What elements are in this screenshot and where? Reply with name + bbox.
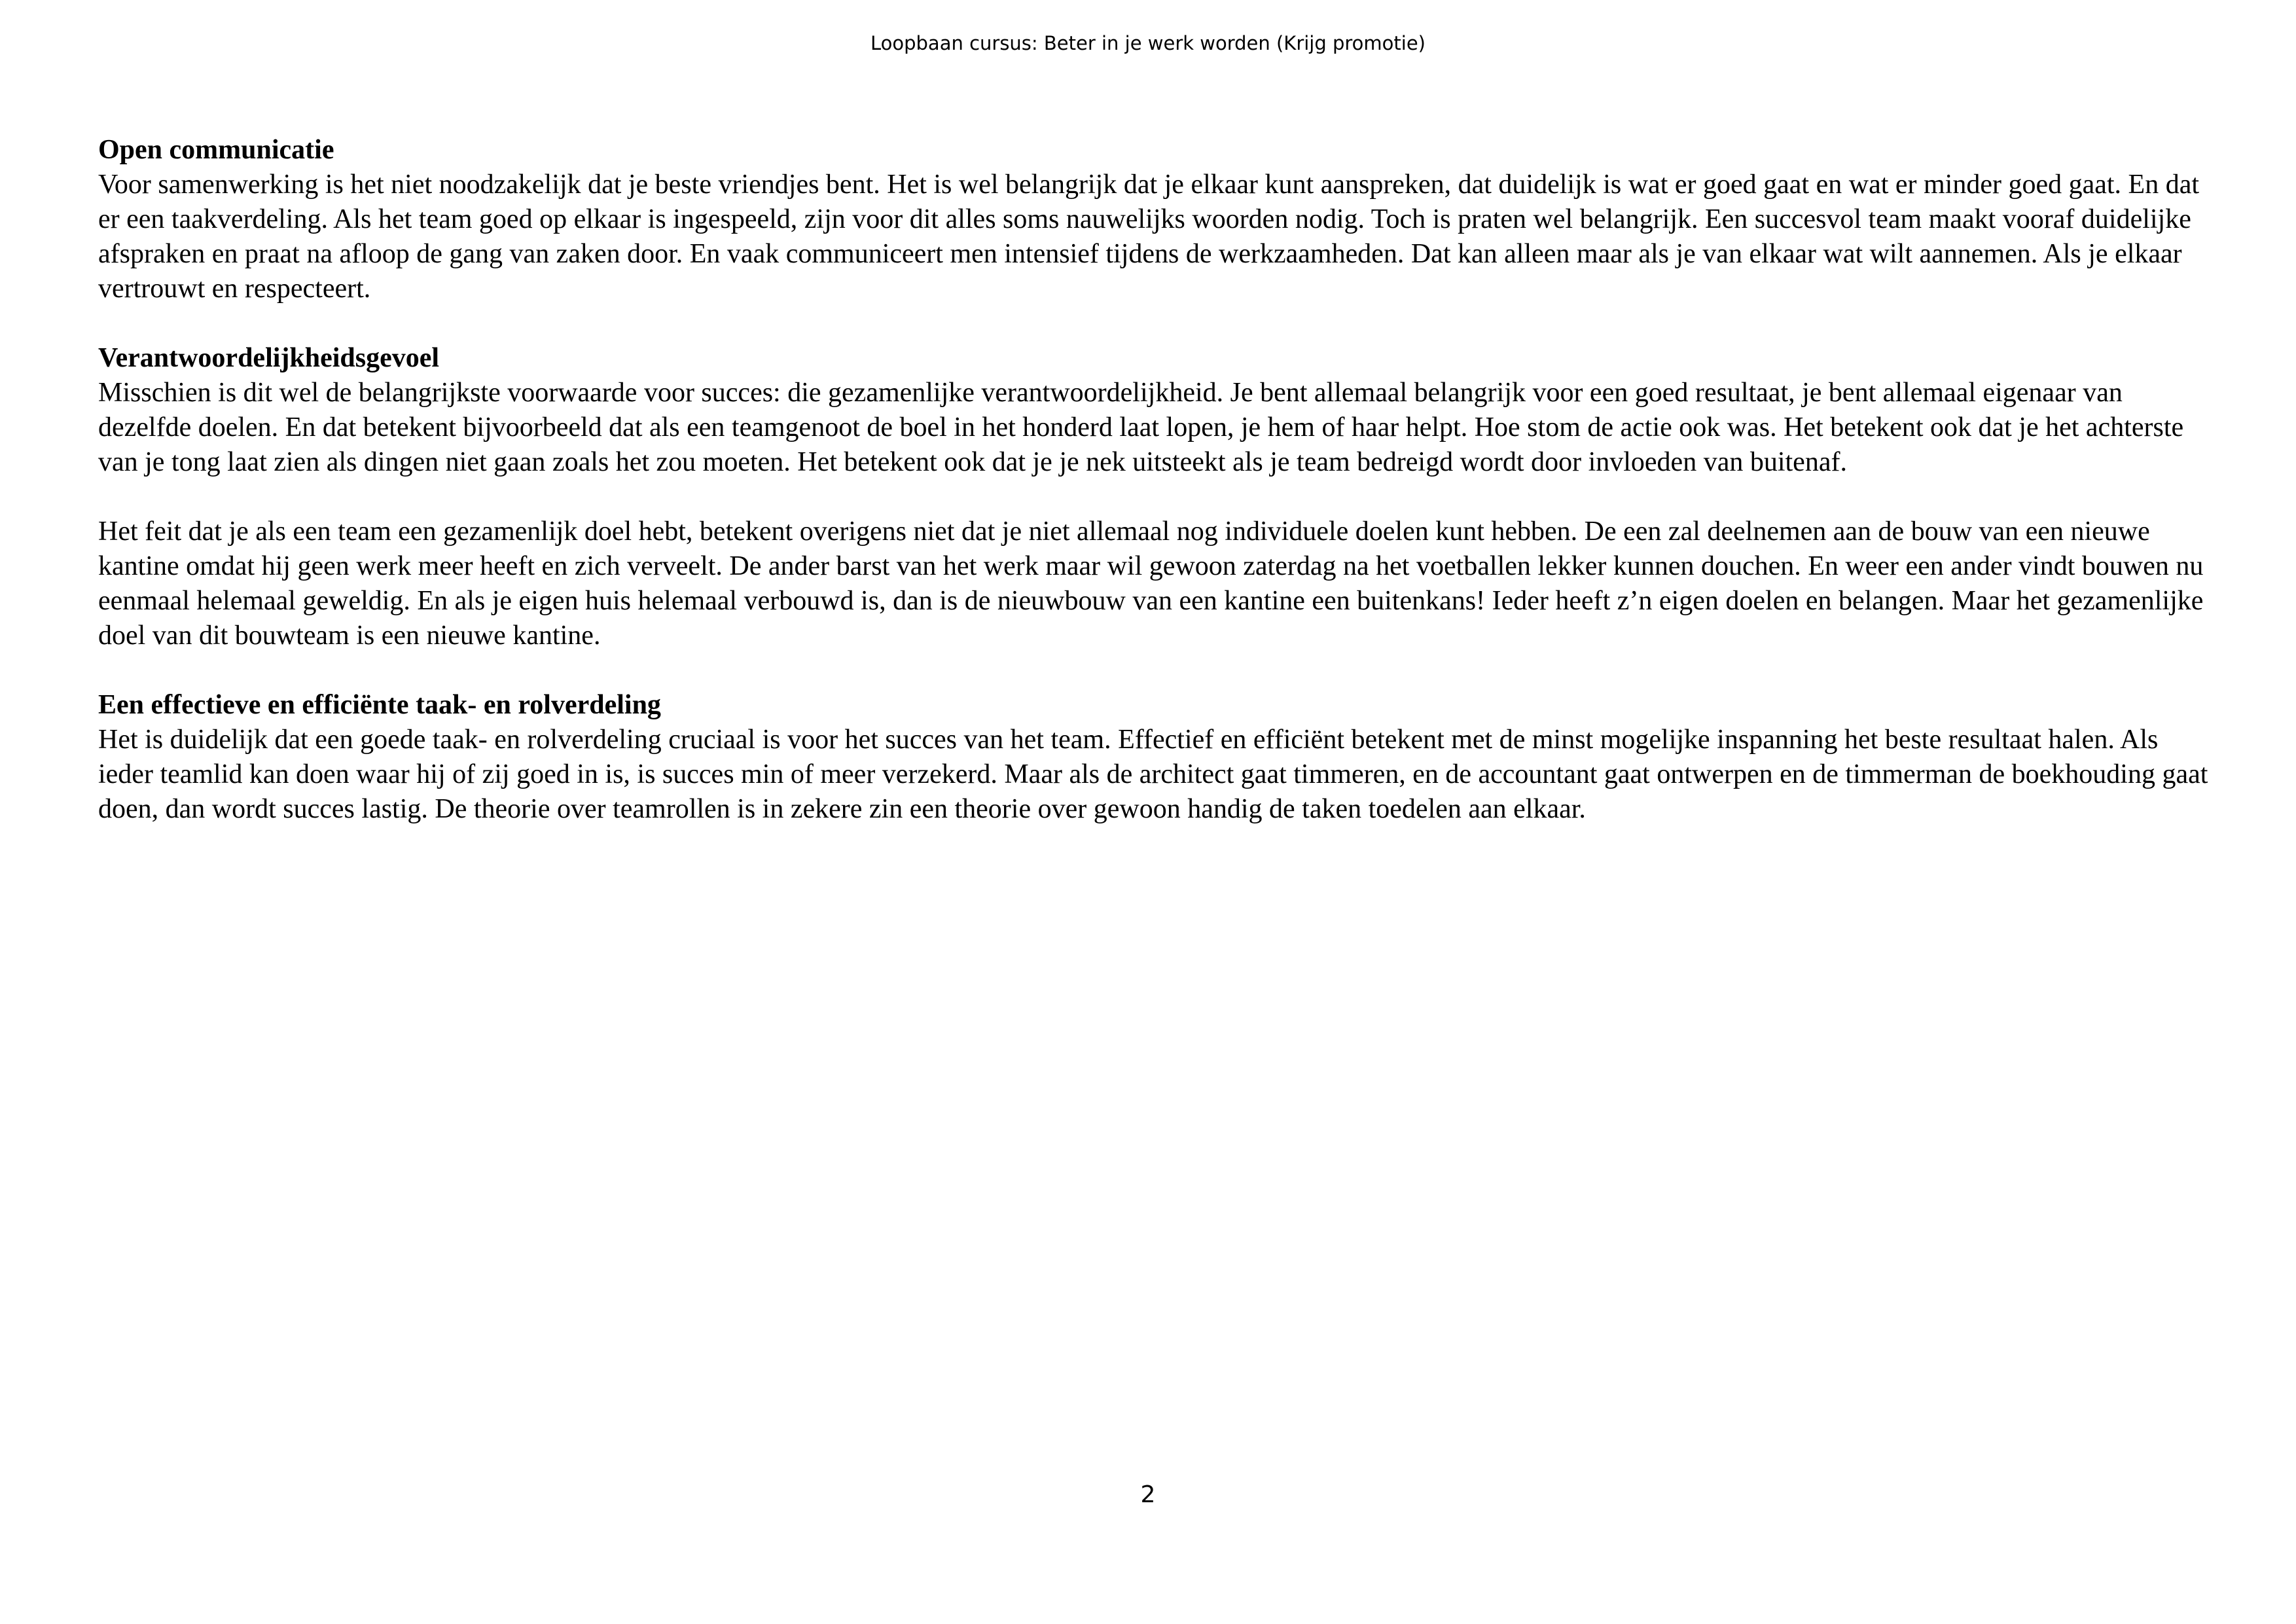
section-taak-en-rolverdeling <box>98 688 2212 827</box>
section-paragraph: Voor samenwerking is het niet noodzakelijk dat je beste vriendjes bent. Het is wel belangrijk dat je elkaar kunt aanspreken, dat duidelijk is wat er goed gaat en wat er minder goed gaat. En dat er een taakverdeling. Als het team goed op elkaar is ingespeeld, zijn voor dit alles soms nauwelijks woorden nodig. Toch is praten wel belangrijk. Een succesvol team maakt vooraf duidelijke afspraken en praat na afloop de gang van zaken door. En vaak communiceert men intensief tijdens de werkzaamheden. Dat kan alleen maar als je van elkaar wat wilt aannemen. Als je elkaar vertrouwt en respecteert. <box>98 170 2200 304</box>
section-paragraph: Het feit dat je als een team een gezamenlijk doel hebt, betekent overigens niet dat je niet allemaal nog individuele doelen kunt hebben. De een zal deelnemen aan de bouw van een nieuwe kantine omdat hij geen werk meer heeft en zich verveelt. De ander barst van het werk maar wil gewoon zaterdag na het voetballen lekker kunnen douchen. En weer een ander vindt bouwen nu eenmaal helemaal geweldig. En als je eigen huis helemaal verbouwd is, dan is de nieuwbouw van een kantine een buitenkans! Ieder heeft z’n eigen doelen en belangen. Maar het gezamenlijke doel van dit bouwteam is een nieuwe kantine. <box>98 516 2204 651</box>
section-open-communicatie <box>98 133 2212 306</box>
document-body <box>98 133 2212 861</box>
section-heading: Open communicatie <box>98 135 334 165</box>
section-paragraph: Het is duidelijk dat een goede taak- en rolverdeling cruciaal is voor het succes van het team. Effectief en efficiënt betekent met de minst mogelijke inspanning het beste resultaat halen. Als ieder teamlid kan doen waar hij of zij goed in is, is succes min of meer verzekerd. Maar als de architect gaat timmeren, en de accountant gaat ontwerpen en de timmerman de boekhouding gaat doen, dan wordt succes lastig. De theorie over teamrollen is in zekere zin een theorie over gewoon handig de taken toedelen aan elkaar. <box>98 725 2208 824</box>
section-heading: Verantwoordelijkheidsgevoel <box>98 343 440 373</box>
section-heading: Een effectieve en efficiënte taak- en rolverdeling <box>98 690 661 720</box>
section-gezamenlijk-doel <box>98 514 2212 653</box>
page-header: Loopbaan cursus: Beter in je werk worden (Krijg promotie) <box>870 32 1426 54</box>
section-paragraph: Misschien is dit wel de belangrijkste voorwaarde voor succes: die gezamenlijke verantwoordelijkheid. Je bent allemaal belangrijk voor een goed resultaat, je bent allemaal eigenaar van dezelfde doelen. En dat betekent bijvoorbeeld dat als een teamgenoot de boel in het honderd laat lopen, je hem of haar helpt. Hoe stom de actie ook was. Het betekent ook dat je het achterste van je tong laat zien als dingen niet gaan zoals het zou moeten. Het betekent ook dat je je nek uitsteekt als je team bedreigd wordt door invloeden van buitenaf. <box>98 378 2184 477</box>
page-number: 2 <box>1140 1481 1156 1508</box>
section-verantwoordelijkheidsgevoel <box>98 341 2212 480</box>
